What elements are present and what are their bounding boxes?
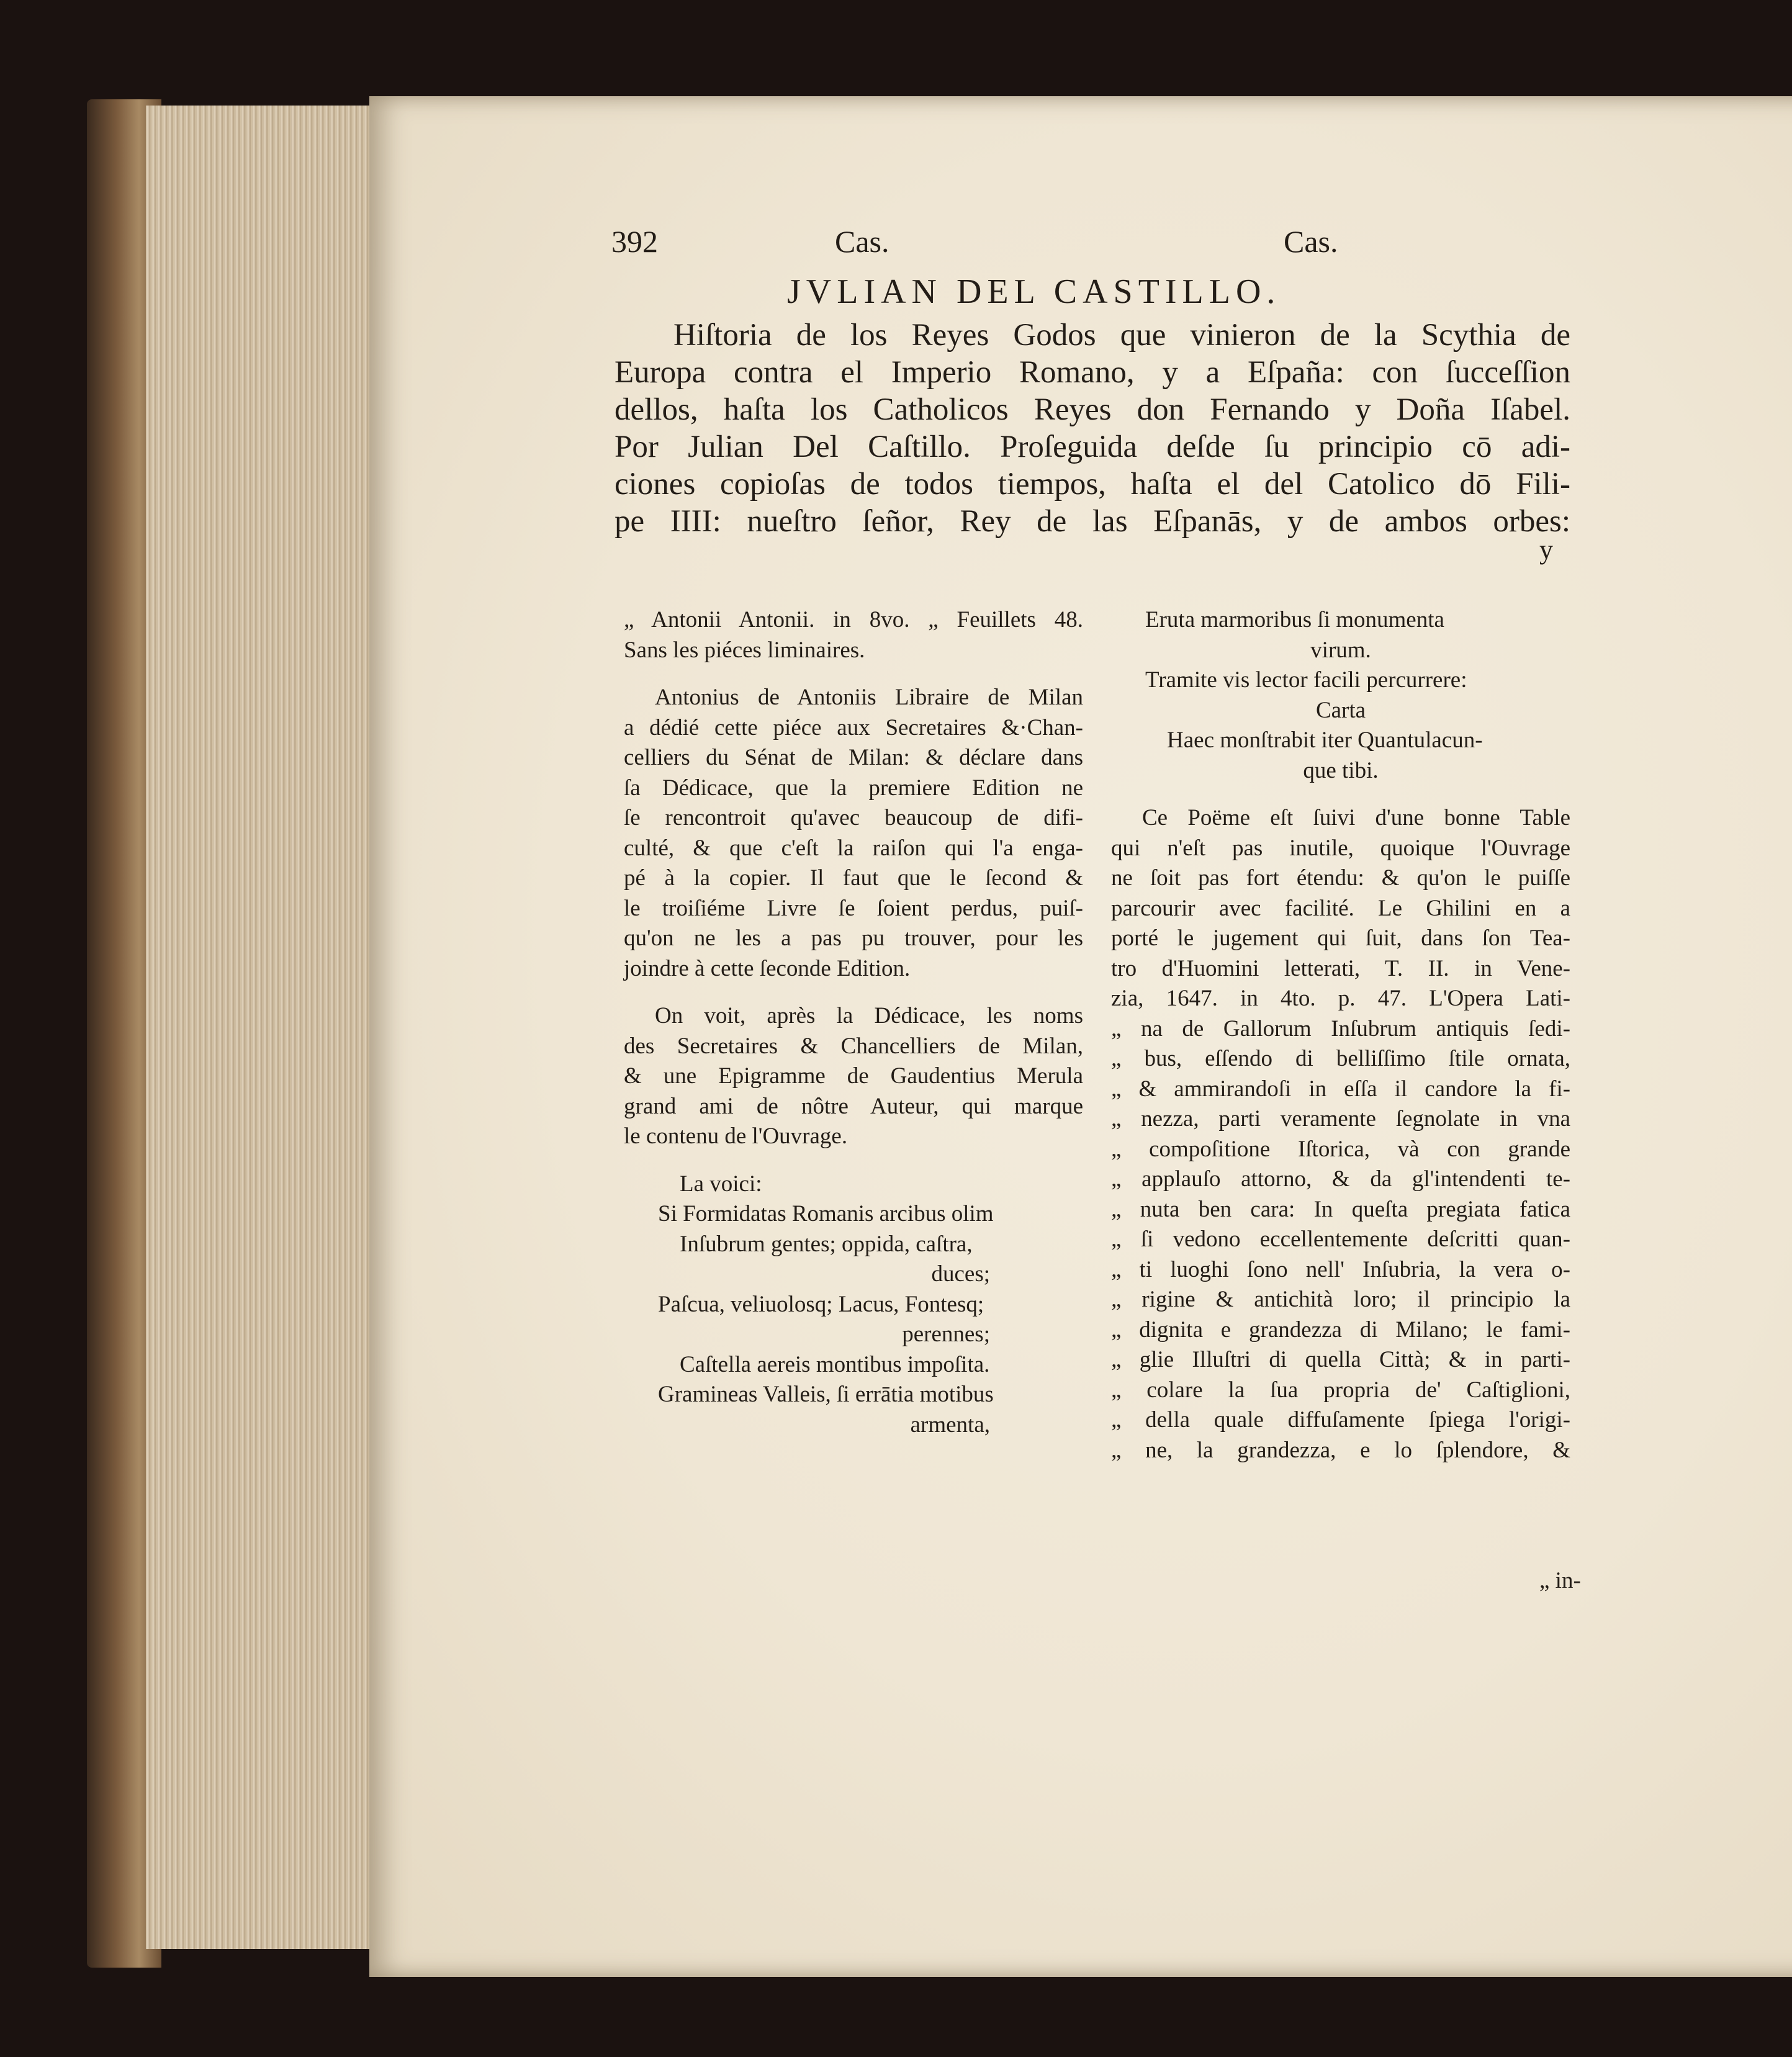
left-column bbox=[624, 605, 1083, 1440]
verse-line: Haec monſtrabit iter Quantulacun- bbox=[1167, 727, 1483, 753]
text-line: qu'on ne les a pas pu trouver, pour les bbox=[624, 925, 1083, 951]
text-line: grand ami de nôtre Auteur, qui marque bbox=[624, 1093, 1083, 1119]
text-line: qui n'eſt pas inutile, quoique l'Ouvrage bbox=[1111, 835, 1570, 861]
title-line: Europa contra el Imperio Romano, y a Eſpaña: con ſucceſſion bbox=[615, 355, 1570, 390]
text-line: „ bus, eſſendo di belliſſimo ſtile ornata, bbox=[1111, 1046, 1570, 1071]
running-head-right: Cas. bbox=[1284, 224, 1338, 259]
text-line: „ colare la ſua propria de' Caſtiglioni, bbox=[1111, 1377, 1570, 1403]
text-line: celliers du Sénat de Milan: & déclare dans bbox=[624, 745, 1083, 770]
verse-line: duces; bbox=[931, 1261, 990, 1287]
verse-line: Eruta marmoribus ſi monumenta bbox=[1145, 607, 1444, 632]
text-line: „ na de Gallorum Inſubrum antiquis ſedi- bbox=[1111, 1015, 1570, 1042]
text-line: Antonius de Antoniis Libraire de Milan bbox=[655, 685, 1083, 710]
text-line: culté, & que c'eſt la raiſon qui l'a enga- bbox=[624, 835, 1083, 861]
title-line: ciones copioſas de todos tiempos, haſta el del Catolico dō Fili- bbox=[615, 467, 1570, 502]
title-line: Hiſtoria de los Reyes Godos que vinieron de la Scythia de bbox=[673, 318, 1570, 353]
verse-line: Tramite vis lector facili percurrere: bbox=[1145, 667, 1467, 693]
text-line: „ ti luoghi ſono nell' Inſubria, la vera o- bbox=[1111, 1256, 1570, 1282]
text-line: „ della quale diffuſamente ſpiega l'origi- bbox=[1111, 1407, 1570, 1433]
text-line: porté le jugement qui ſuit, dans ſon Tea- bbox=[1111, 925, 1570, 951]
text-line: & une Epigramme de Gaudentius Merula bbox=[624, 1063, 1083, 1089]
text-line: „ Antonii Antonii. in 8vo. „ Feuillets 48. bbox=[624, 607, 1083, 632]
running-head-left: Cas. bbox=[835, 224, 889, 259]
verse-line: Inſubrum gentes; oppida, caſtra, bbox=[680, 1231, 973, 1257]
text-line: „ glie Illuſtri di quella Città; & in parti- bbox=[1111, 1347, 1570, 1372]
verse-line: que tibi. bbox=[1303, 757, 1379, 783]
entry-heading: JVLIAN DEL CASTILLO. bbox=[787, 272, 1281, 311]
text-line: „ compoſitione Iſtorica, và con grande bbox=[1111, 1136, 1570, 1162]
right-column bbox=[1111, 605, 1570, 1465]
text-line: On voit, après la Dédicace, les noms bbox=[655, 1003, 1083, 1028]
text-line: „ & ammirandoſi in eſſa il candore la fi- bbox=[1111, 1076, 1570, 1102]
text-line: a dédié cette piéce aux Secretaires &·Chan- bbox=[624, 714, 1083, 740]
text-line: ſa Dédicace, que la premiere Edition ne bbox=[624, 775, 1083, 801]
text-line: joindre à cette ſeconde Edition. bbox=[624, 955, 911, 981]
title-line: dellos, haſta los Catholicos Reyes don Fernando y Doña Iſabel. bbox=[615, 392, 1570, 427]
catchword: y bbox=[1539, 534, 1553, 565]
text-line: Sans les piéces liminaires. bbox=[624, 637, 865, 663]
text-line: zia, 1647. in 4to. p. 47. L'Opera Lati- bbox=[1111, 986, 1570, 1011]
entry-title bbox=[615, 317, 1570, 540]
text-line: des Secretaires & Chancelliers de Milan, bbox=[624, 1033, 1083, 1059]
verse-line: Paſcua, veliuolosq; Lacus, Fontesq; bbox=[658, 1291, 984, 1317]
text-line: le troiſiéme Livre ſe ſoient perdus, puiſ- bbox=[624, 895, 1083, 921]
verse-line: armenta, bbox=[910, 1411, 990, 1438]
text-line: le contenu de l'Ouvrage. bbox=[624, 1123, 848, 1149]
verse-line: perennes; bbox=[902, 1321, 990, 1347]
verse-line: Si Formidatas Romanis arcibus olim bbox=[658, 1201, 994, 1227]
verse-line: virum. bbox=[1310, 637, 1371, 663]
text-line: ſe rencontroit qu'avec beaucoup de difi- bbox=[624, 805, 1083, 830]
page-number: 392 bbox=[611, 224, 658, 259]
catchword: „ in- bbox=[1539, 1568, 1581, 1593]
text-line: „ ſi vedono eccellentemente deſcritti quan- bbox=[1111, 1227, 1570, 1252]
text-line: „ applauſo attorno, & da gl'intendenti te- bbox=[1111, 1166, 1570, 1192]
verse-line: Carta bbox=[1315, 697, 1366, 723]
text-line: pé à la copier. Il faut que le ſecond & bbox=[624, 865, 1083, 891]
text-line: Ce Poëme eſt ſuivi d'une bonne Table bbox=[1142, 805, 1570, 830]
text-line: ne ſoit pas fort étendu: & qu'on le puiſſe bbox=[1111, 865, 1570, 891]
text-line: „ ne, la grandezza, e lo ſplendore, & bbox=[1111, 1437, 1570, 1463]
verse-line: Caſtella aereis montibus impoſita. bbox=[680, 1351, 990, 1377]
text-line: „ dignita e grandezza di Milano; le fami- bbox=[1111, 1317, 1570, 1343]
text-line: „ nezza, parti veramente ſegnolate in vna bbox=[1111, 1106, 1570, 1132]
title-line: pe IIII: nueſtro ſeñor, Rey de las Eſpanās, y de ambos orbes: bbox=[615, 504, 1570, 539]
verse-intro: La voici: bbox=[680, 1171, 762, 1197]
text-line: „ nuta ben cara: In queſta pregiata fatica bbox=[1111, 1196, 1570, 1222]
page-edges bbox=[146, 106, 369, 1949]
text-line: tro d'Huomini letterati, T. II. in Vene- bbox=[1111, 955, 1570, 981]
text-line: „ rigine & antichità loro; il principio la bbox=[1111, 1287, 1570, 1312]
text-line: parcourir avec facilité. Le Ghilini en a bbox=[1111, 895, 1570, 921]
title-line: Por Julian Del Caſtillo. Proſeguida deſde ſu principio cō adi- bbox=[615, 430, 1570, 464]
verse-line: Gramineas Valleis, ſi errātia motibus bbox=[658, 1382, 994, 1407]
